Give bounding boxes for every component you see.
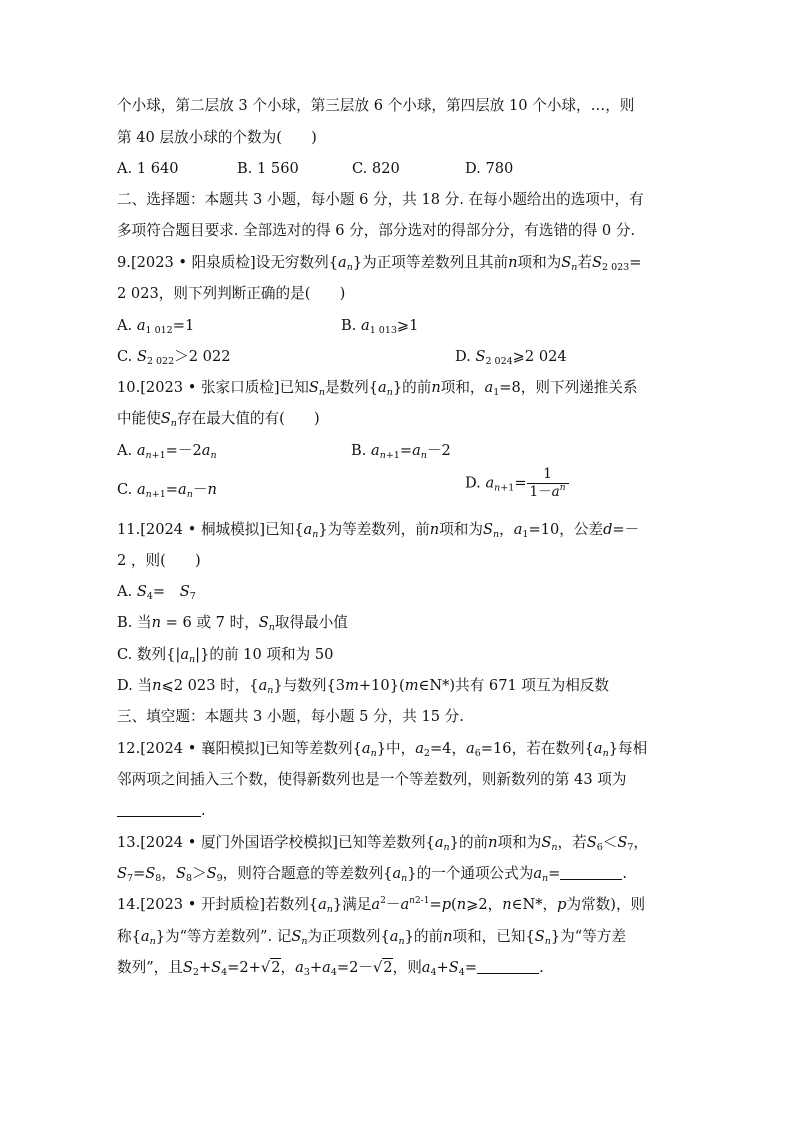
q8-option-a: A. 1 640 [117, 160, 179, 177]
q14-line2: 称$\{a_n\}$为“等方差数列”. 记$S_n$为正项数列$\{a_n\}$的前n项和，已知$\{S_n\}$为“等方差 [117, 928, 626, 947]
q11-option-d: D. 当n⩽2 023 时，$\{a_n\}$与数列{3m+10}(m∈N*)共有 671 项互为相反数 [117, 677, 609, 696]
q10-stem: 10.[2023 • 张家口质检]已知$S_n$是数列$\{a_n\}$的前n项和，$a_1=8$，则下列递推关系 [117, 379, 638, 398]
q9-option-d: D. $S_{2 024}⩾2$ 024 [455, 348, 567, 367]
q12-stem: 12.[2024 • 襄阳模拟]已知等差数列$\{a_n\}$中，$a_2=4$，$a_6=16$，若在数列$\{a_n\}$每相 [117, 740, 648, 759]
q13-answer-blank[interactable] [560, 867, 622, 880]
q8-option-b: B. 1 560 [237, 160, 299, 177]
q11-option-c: C. 数列$\{|a_n|\}$的前 10 项和为 50 [117, 646, 334, 665]
q11-stem: 11.[2024 • 桐城模拟]已知$\{a_n\}$为等差数列，前n项和为$S_n$，$a_1=10$，公差d=－ [117, 521, 640, 540]
q13-stem: 13.[2024 • 厦门外国语学校模拟]已知等差数列$\{a_n\}$的前n项和为$S_n$，若$S_6<S_7$， [117, 834, 648, 853]
q11-option-b: B. 当n = 6 或 7 时，$S_n$取得最小值 [117, 614, 348, 633]
q13-line2: $S_7=S_8$，$S_8>S_9$，则符合题意的等差数列$\{a_n\}$的一个通项公式为$a_n=$ . [117, 865, 628, 884]
section2-line2: 多项符合题目要求. 全部选对的得 6 分，部分选对的得部分分，有选错的得 0 分. [117, 222, 636, 239]
section3-heading: 三、填空题：本题共 3 小题，每小题 5 分，共 15 分. [117, 708, 464, 725]
q10-line2: 中能使$S_n$存在最大值的有( ) [117, 410, 320, 429]
q9-option-a: A. $a_{1 012}=1$ [117, 317, 195, 336]
q8-option-d: D. 780 [465, 160, 514, 177]
q9-stem: 9.[2023 • 阳泉质检]设无穷数列$\{a_n\}$为正项等差数列且其前n项和为$S_n$若$S_{2 023}=$ [117, 254, 642, 273]
q10-option-c: C. $a_{n+1}=a_n-n$ [117, 481, 217, 500]
sqrt-symbol: √2 [260, 959, 281, 976]
q11-option-a: A. $S_4=$ $S_7$ [117, 583, 196, 602]
sqrt-symbol: √2 [372, 959, 393, 976]
q12-answer-line: . [117, 801, 206, 821]
q8-line2: 第 40 层放小球的个数为( ) [117, 129, 317, 146]
q8-line1: 个小球，第二层放 3 个小球，第三层放 6 个小球，第四层放 10 个小球，…，则 [117, 97, 635, 114]
q10-option-d-fraction: $\frac{1}{1-a^n}$ [527, 466, 569, 501]
q9-option-c: C. $S_{2 022}>2$ 022 [117, 348, 231, 367]
q12-line2: 邻两项之间插入三个数，使得新数列也是一个等差数列，则新数列的第 43 项为 [117, 771, 627, 788]
q10-option-a: A. $a_{n+1}=-2a_n$ [117, 442, 217, 461]
q14-line3: 数列”，且$S_2+S_4=2+√2$，$a_3+a_4=2-√2$，则$a_4+S_4=$ . [117, 959, 544, 978]
q8-option-c: C. 820 [352, 160, 400, 177]
q10-option-d: D. $a_{n+1}=$ $\frac{1}{1-a^n}$ [465, 466, 569, 501]
q11-line2: 2 ，则( ) [117, 552, 201, 569]
q9-line2: 2 023，则下列判断正确的是( ) [117, 285, 346, 302]
q9-option-b: B. $a_{1 013}⩾1$ [341, 317, 419, 336]
q14-answer-blank[interactable] [477, 961, 539, 974]
q10-option-b: B. $a_{n+1}=a_n-2$ [351, 442, 451, 461]
q12-answer-blank[interactable] [117, 804, 201, 817]
section2-line1: 二、选择题：本题共 3 小题，每小题 6 分，共 18 分. 在每小题给出的选项中，有 [117, 191, 644, 208]
q14-stem: 14.[2023 • 开封质检]若数列$\{a_n\}$满足$a^2-a^{n2-1}=p(n⩾2$，n∈N*，p为常数)，则 [117, 896, 646, 915]
